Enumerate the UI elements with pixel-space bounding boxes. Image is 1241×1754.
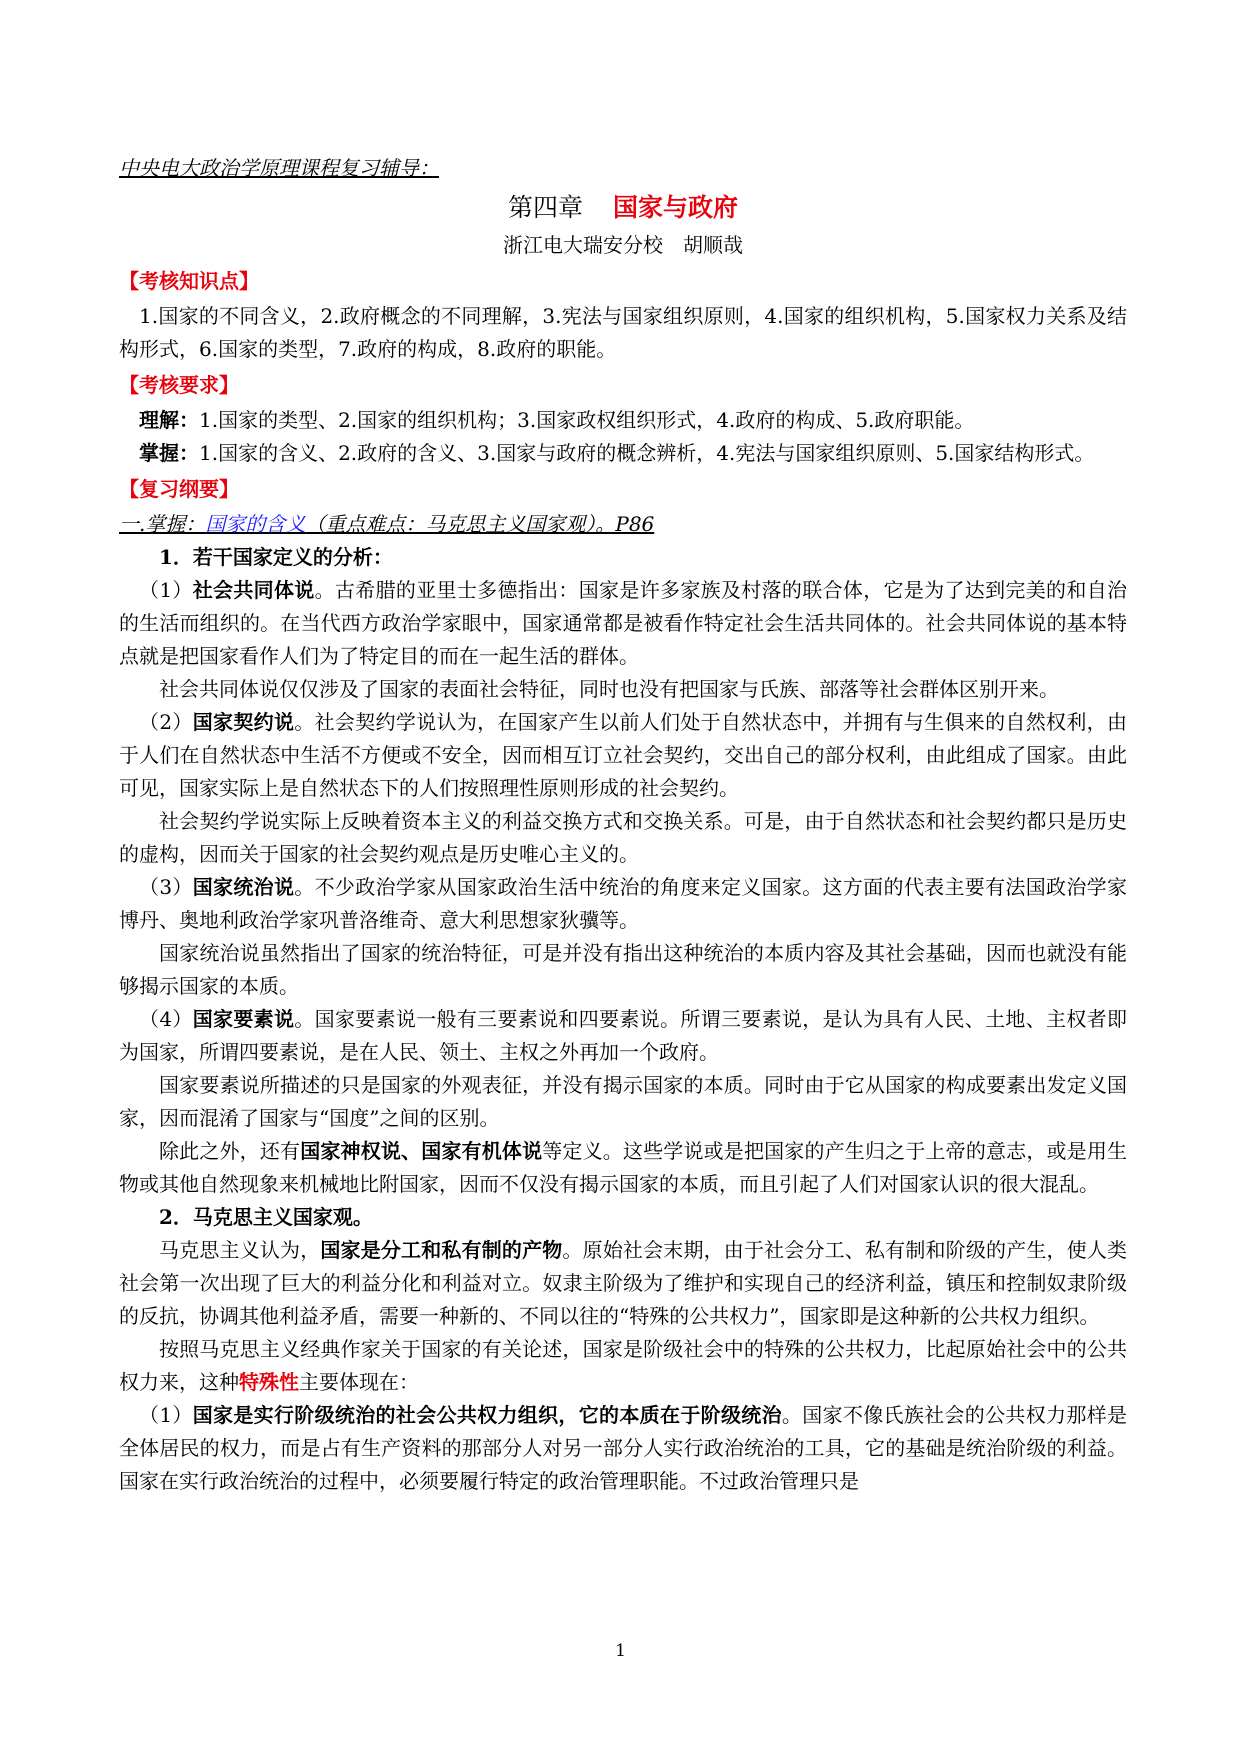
p3-number: （3） [139, 875, 193, 899]
requirement-understand [119, 404, 1127, 437]
master-label: 掌握： [139, 441, 199, 465]
paragraph-5 [119, 1135, 1127, 1201]
document-header: 中央电大政治学原理课程复习辅导： [119, 156, 439, 180]
p5-text: 等定义。这些学说或是把国家的产生归之于上帝的意志，或是用生物或其他自然现象来机械地比附国家，因而不仅没有揭示国家的本质，而且引起了人们对国家认识的很大混乱。 [119, 1139, 1128, 1196]
section-outline-heading: 【复习纲要】 [119, 477, 239, 501]
subsection-2-title [119, 1201, 1127, 1234]
paragraph-7 [119, 1333, 1127, 1399]
understand-text: 1.国家的类型、2.国家的组织机构；3.国家政权组织形式，4.政府的构成、5.政府职能。 [199, 408, 975, 432]
paragraph-4 [119, 1003, 1127, 1069]
outline-heading [119, 508, 1127, 541]
p7-highlight: 特殊性 [239, 1370, 299, 1394]
chapter-heading [119, 187, 1127, 229]
paragraph-4b: 国家要素说所描述的只是国家的外观表征，并没有揭示国家的本质。同时由于它从国家的构成要素出发定义国家，因而混淆了国家与“国度”之间的区别。 [119, 1073, 1127, 1130]
subsection-1-title-text: 1．若干国家定义的分析： [159, 545, 393, 569]
p4-term: 国家要素说 [192, 1007, 295, 1031]
p7-prefix: 按照马克思主义经典作家关于国家的有关论述，国家是阶级社会中的特殊的公共权力，比起原始社会中的公共权力来，这种 [119, 1337, 1127, 1394]
section-knowledge-heading: 【考核知识点】 [119, 269, 259, 293]
paragraph-8 [119, 1399, 1127, 1498]
section-requirements-heading: 【考核要求】 [119, 373, 239, 397]
subsection-1-title [119, 541, 1127, 574]
p5-term: 国家神权说、国家有机体说 [300, 1139, 543, 1163]
p2-term: 国家契约说 [192, 710, 295, 734]
knowledge-text: 1.国家的不同含义，2.政府概念的不同理解，3.宪法与国家组织原则，4.国家的组织机构，5.国家权力关系及结构形式，6.国家的类型，7.政府的构成，8.政府的职能。 [119, 304, 1127, 361]
outline-heading-prefix: 一.掌握： [119, 512, 206, 536]
p6-text: 。原始社会末期，由于社会分工、私有制和阶级的产生，使人类社会第一次出现了巨大的利益分化和利益对立。奴隶主阶级为了维护和实现自己的经济利益，镇压和控制奴隶阶级的反抗，协调其他利益矛盾，需要一种新的、不同以往的“特殊的公共权力”，国家即是这种新的公共权力组织。 [119, 1238, 1128, 1328]
p6-term: 国家是分工和私有制的产物 [320, 1238, 563, 1262]
page-number: 1 [615, 1641, 626, 1661]
p7-text: 主要体现在： [299, 1370, 419, 1394]
chapter-number: 第四章 [507, 193, 583, 222]
p8-term: 国家是实行阶级统治的社会公共权力组织，它的本质在于阶级统治 [192, 1403, 782, 1427]
understand-label: 理解： [139, 408, 199, 432]
page-content [119, 149, 1127, 1498]
p1-term: 社会共同体说 [192, 578, 315, 602]
author-line: 浙江电大瑞安分校 胡顺哉 [503, 233, 743, 257]
p8-number: （1） [139, 1403, 193, 1427]
paragraph-2b: 社会契约学说实际上反映着资本主义的利益交换方式和交换关系。可是，由于自然状态和社会契约都只是历史的虚构，因而关于国家的社会契约观点是历史唯心主义的。 [119, 809, 1127, 866]
requirement-master [119, 437, 1127, 470]
p1-number: （1） [139, 578, 193, 602]
paragraph-3 [119, 871, 1127, 937]
paragraph-1b: 社会共同体说仅仅涉及了国家的表面社会特征，同时也没有把国家与氏族、部落等社会群体区别开来。 [159, 677, 1059, 701]
p3-text: 。不少政治学家从国家政治生活中统治的角度来定义国家。这方面的代表主要有法国政治学家博丹、奥地利政治学家巩普洛维奇、意大利思想家狄骥等。 [119, 875, 1128, 932]
paragraph-6 [119, 1234, 1127, 1333]
p3-term: 国家统治说 [192, 875, 295, 899]
p6-prefix: 马克思主义认为， [159, 1238, 321, 1262]
paragraph-1 [119, 574, 1127, 673]
paragraph-2 [119, 706, 1127, 805]
master-text: 1.国家的含义、2.政府的含义、3.国家与政府的概念辨析，4.宪法与国家组织原则、5.国家结构形式。 [199, 441, 1095, 465]
p2-number: （2） [139, 710, 193, 734]
subsection-2-title-text: 2．马克思主义国家观。 [159, 1205, 373, 1229]
outline-heading-link[interactable]: 国家的含义 [205, 512, 306, 536]
p8-text: 。国家不像氏族社会的公共权力那样是全体居民的权力，而是占有生产资料的那部分人对另一部分人实行政治统治的工具，它的基础是统治阶级的利益。国家在实行政治统治的过程中，必须要履行特定的政治管理职能。不过政治管理只是 [119, 1403, 1128, 1493]
chapter-title: 国家与政府 [613, 193, 739, 222]
p2-text: 。社会契约学说认为，在国家产生以前人们处于自然状态中，并拥有与生俱来的自然权利，由于人们在自然状态中生活不方便或不安全，因而相互订立社会契约，交出自己的部分权利，由此组成了国家。由此可见，国家实际上是自然状态下的人们按照理性原则形成的社会契约。 [119, 710, 1128, 800]
p4-text: 。国家要素说一般有三要素说和四要素说。所谓三要素说，是认为具有人民、土地、主权者即为国家，所谓四要素说，是在人民、领土、主权之外再加一个政府。 [119, 1007, 1128, 1064]
paragraph-3b: 国家统治说虽然指出了国家的统治特征，可是并没有指出这种统治的本质内容及其社会基础，因而也就没有能够揭示国家的本质。 [119, 941, 1127, 998]
p4-number: （4） [139, 1007, 193, 1031]
outline-heading-suffix: （重点难点：马克思主义国家观）。P86 [305, 512, 655, 536]
p1-text: 。古希腊的亚里士多德指出：国家是许多家族及村落的联合体，它是为了达到完美的和自治的生活而组织的。在当代西方政治学家眼中，国家通常都是被看作特定社会生活共同体的。社会共同体说的基本特点就是把国家看作人们为了特定目的而在一起生活的群体。 [119, 578, 1128, 668]
p5-prefix: 除此之外，还有 [159, 1139, 301, 1163]
